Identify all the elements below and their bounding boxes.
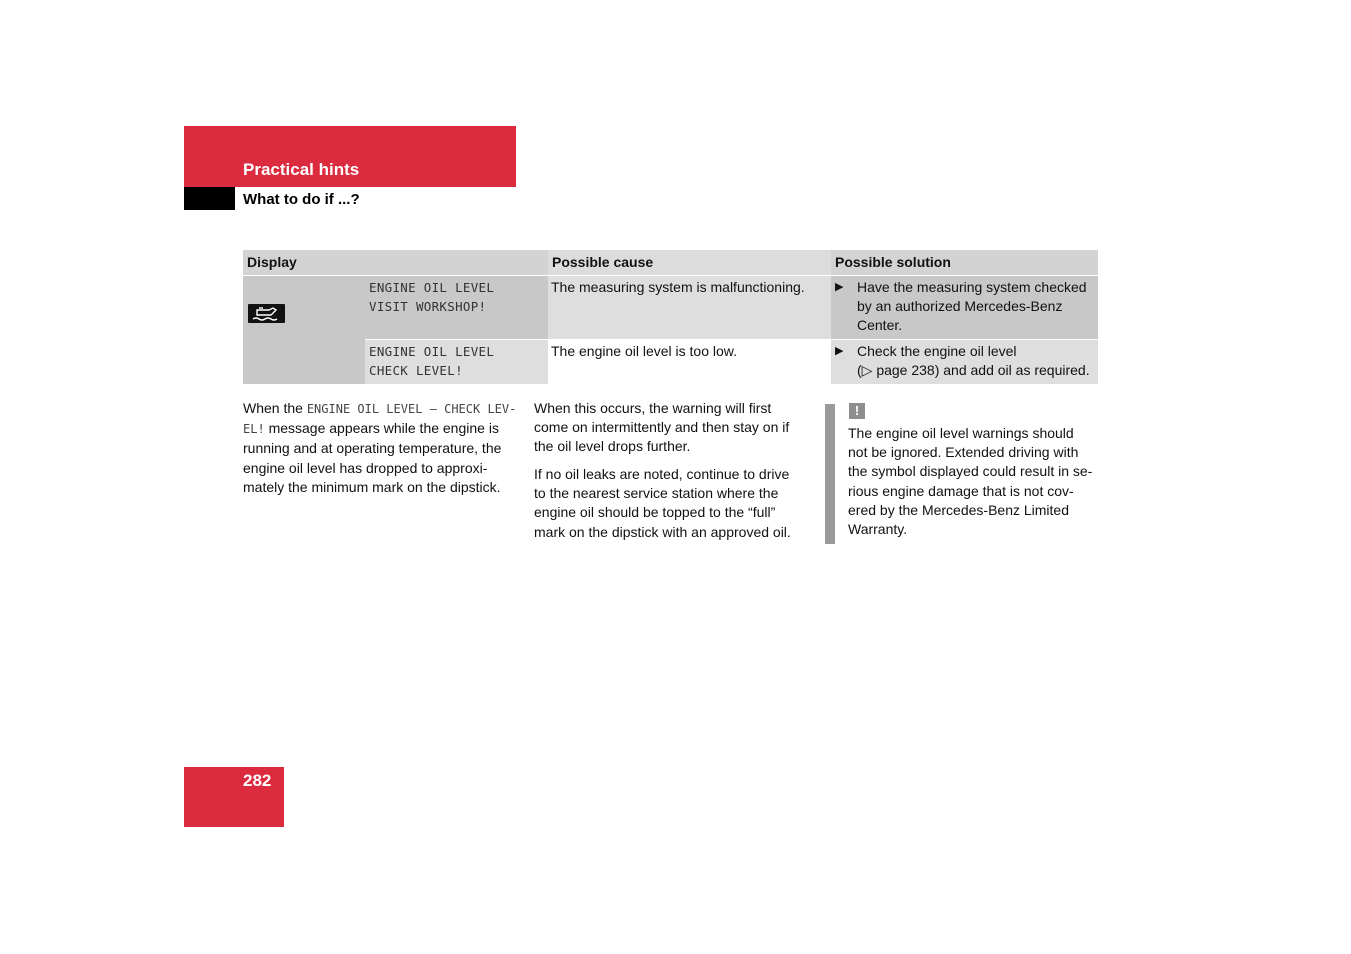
- display-message-inline: EL!: [243, 422, 265, 437]
- col-header-display: Display: [243, 250, 548, 275]
- display-line: ENGINE OIL LEVEL: [369, 280, 495, 295]
- text: When this occurs, the warning will first: [534, 400, 772, 416]
- text: not be ignored. Extended driving with: [848, 444, 1079, 461]
- note-bar: [825, 404, 835, 544]
- engine-oil-level-icon: [248, 304, 285, 323]
- subtitle: What to do if ...?: [243, 191, 360, 208]
- subtitle-marker: [184, 187, 235, 210]
- page-number: 282: [243, 771, 272, 790]
- display-line: ENGINE OIL LEVEL: [369, 344, 495, 359]
- display-message-inline: ENGINE OIL LEVEL – CHECK LEV-: [306, 402, 517, 416]
- bullet-arrow-icon: ▶: [835, 345, 844, 357]
- text: Warranty.: [848, 521, 908, 538]
- solution-text: Check the engine oil level: [857, 343, 1017, 359]
- display-line: CHECK LEVEL!: [369, 363, 463, 378]
- section-title: Practical hints: [243, 160, 360, 179]
- text: the symbol displayed could result in se-: [848, 463, 1093, 480]
- text: running and at operating temperature, the: [243, 440, 502, 457]
- cause-cell: The measuring system is malfunctioning.: [548, 276, 831, 339]
- text: When the: [243, 400, 307, 416]
- text: ered by the Mercedes-Benz Limited: [848, 501, 1069, 518]
- bullet-arrow-icon: ▶: [835, 281, 844, 293]
- display-message: [365, 340, 548, 384]
- text: engine oil level has dropped to approxi-: [243, 459, 488, 476]
- solution-cell: [831, 276, 1098, 339]
- text: message appears while the engine is: [264, 420, 499, 437]
- warning-note: [848, 424, 1103, 539]
- explanation-paragraph: [534, 399, 814, 457]
- text: the oil level drops further.: [534, 438, 691, 455]
- solution-text: (▷ page 238) and add oil as required.: [857, 362, 1090, 378]
- explanation-paragraph: [243, 399, 523, 497]
- troubleshooting-table: [243, 250, 1098, 384]
- text: The engine oil level warnings should: [848, 425, 1074, 441]
- col-header-cause: Possible cause: [548, 250, 831, 275]
- text: come on intermittently and then stay on if: [534, 419, 790, 436]
- text: rious engine damage that is not cov-: [848, 482, 1074, 499]
- text: If no oil leaks are noted, continue to drive: [534, 466, 790, 482]
- text: to the nearest service station where the: [534, 485, 779, 502]
- warning-icon: !: [849, 403, 865, 419]
- text: engine oil should be topped to the “full”: [534, 504, 776, 521]
- explanation-paragraph: [534, 465, 814, 542]
- display-line: VISIT WORKSHOP!: [369, 299, 487, 314]
- solution-text: Have the measuring system checked by an authorized Mercedes-Benz Center.: [857, 279, 1087, 333]
- col-header-solution: Possible solution: [831, 250, 1098, 275]
- text: mark on the dipstick with an approved oil.: [534, 523, 791, 540]
- icon-cell: [243, 276, 365, 384]
- cause-cell: The engine oil level is too low.: [548, 340, 831, 384]
- display-message: [365, 276, 548, 339]
- text: mately the minimum mark on the dipstick.: [243, 478, 501, 495]
- solution-cell: [831, 340, 1098, 384]
